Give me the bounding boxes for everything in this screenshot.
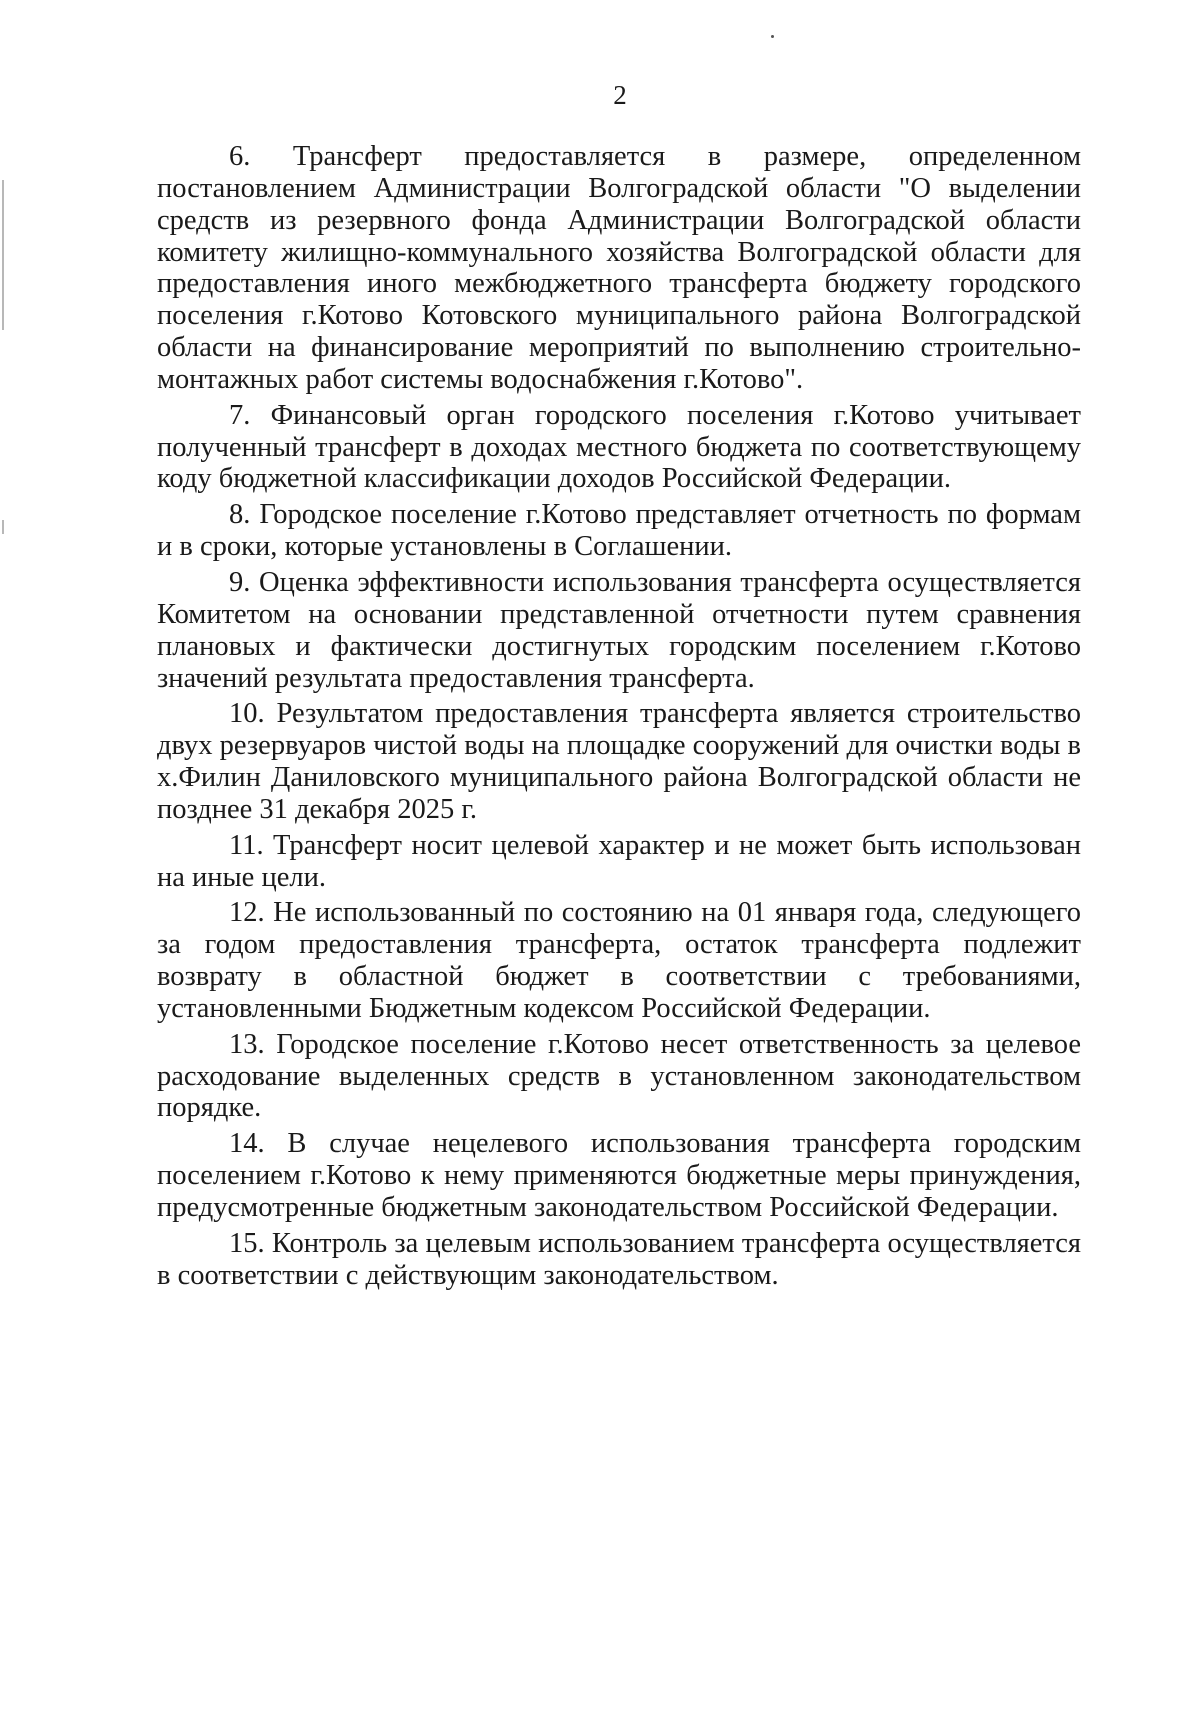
paragraph-12: 12. Не использованный по состоянию на 01 января года, следующего за годом предоставления трансферта, остаток трансферта подлежит возврату в областной бюджет в соответствии с требованиями, установленными Бюджетным кодексом Российской Федерации. [157, 897, 1081, 1024]
paragraph-13: 13. Городское поселение г.Котово несет ответственность за целевое расходование выделенных средств в установленном законодательством порядке. [157, 1028, 1081, 1124]
scan-edge-mark [2, 180, 4, 330]
paragraph-15: 15. Контроль за целевым использованием трансферта осуществляется в соответствии с действующим законодательством. [157, 1227, 1081, 1291]
paragraph-14: 14. В случае нецелевого использования трансферта городским поселением г.Котово к нему применяются бюджетные меры принуждения, предусмотренные бюджетным законодательством Российской Федерации. [157, 1128, 1081, 1223]
scan-edge-mark [2, 520, 4, 534]
paragraph-7: 7. Финансовый орган городского поселения г.Котово учитывает полученный трансферт в доходах местного бюджета по соответствующему коду бюджетной классификации доходов Российской Федерации. [157, 399, 1081, 495]
paragraph-8: 8. Городское поселение г.Котово представляет отчетность по формам и в сроки, которые установлены в Соглашении. [157, 499, 1081, 563]
paragraph-9: 9. Оценка эффективности использования трансферта осуществляется Комитетом на основании представленной отчетности путем сравнения плановых и фактически достигнутых городским поселением г.Котово значений результата предоставления трансферта. [157, 566, 1081, 694]
scan-dot [771, 35, 774, 38]
page-number: 2 [613, 80, 627, 110]
document-body [157, 141, 1081, 1296]
paragraph-11: 11. Трансферт носит целевой характер и не может быть использован на иные цели. [157, 829, 1081, 893]
paragraph-6: 6. Трансферт предоставляется в размере, определенном постановлением Администрации Волгоградской области "О выделении средств из резервного фонда Администрации Волгоградской области комитету жилищно-коммунального хозяйства Волгоградской области для предоставления иного межбюджетного трансферта бюджету городского поселения г.Котово Котовского муниципального района Волгоградской области на финансирование мероприятий по выполнению строительно-монтажных работ системы водоснабжения г.Котово". [157, 141, 1081, 395]
paragraph-10: 10. Результатом предоставления трансферта является строительство двух резервуаров чистой воды на площадке сооружений для очистки воды в х.Филин Даниловского муниципального района Волгоградской области не позднее 31 декабря 2025 г. [157, 698, 1081, 825]
